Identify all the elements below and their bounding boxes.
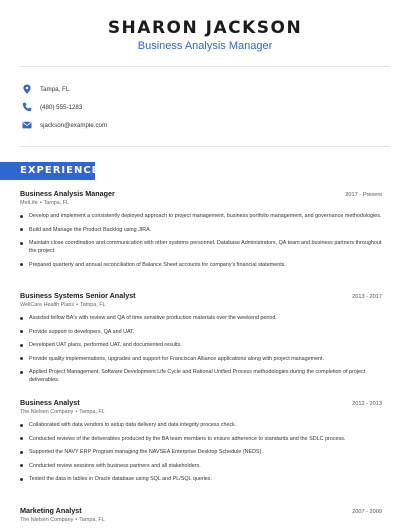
contact-location [22,82,69,96]
location-text: Tampa, FL [40,85,70,93]
list-item: Prepared quarterly and annual reconciliation of Balance Sheet accounts for company's financial statements. [20,261,382,269]
job-bullets [20,212,382,269]
company-location: Tampa, FL [79,409,105,415]
company-name: WellCare Health Plans [20,302,75,308]
experience-section-heading: EXPERIENCE [0,162,95,180]
location-pin-icon [22,84,32,94]
candidate-title: Business Analysis Manager [137,40,273,52]
list-item: Applied Project Management, Software Development Life Cycle and Rational Unified Process methodologies during the completion of project deliverables. [20,368,382,384]
job-company-line: The Nielsen Company • Tampa, FL [20,517,105,523]
email-icon [22,120,32,130]
header-divider [20,66,390,67]
job-company-line: MetLife • Tampa, FL [20,200,70,206]
job-dates: 2013 - 2017 [352,294,382,300]
job-company-line: WellCare Health Plans • Tampa, FL [20,302,106,308]
job-dates: 2012 - 2013 [352,401,382,407]
job-title: Business Analyst [20,398,80,407]
company-name: MetLife [20,200,38,206]
job-title: Business Systems Senior Analyst [20,291,136,300]
list-item: Conducted reviews of the deliverables produced by the BA team members to ensure adherence to standards and the SDLC process. [20,435,382,443]
list-item: Maintain close coordination and communication with other systems personnel, Database Administrators, QA team and business partners throughout the project. [20,239,382,255]
list-item: Provide quality implementations, upgrades and support for Franciscan Alliance applications along with project management. [20,355,382,363]
job-title: Business Analysis Manager [20,189,115,198]
job-title: Marketing Analyst [20,506,82,515]
list-item: Provide support to developers, QA and UAT. [20,328,382,336]
phone-text: (480) 555-1283 [40,103,83,111]
job-dates: 2017 - Present [345,192,382,198]
list-item: Assisted fellow BA's with review and QA of time sensitive production materials over the weekend period. [20,314,382,322]
list-item: Supported the NAVY ERP Program managing the NAVSEA Enterprise Desktop Schedule (NEDS). [20,448,382,456]
company-name: The Nielsen Company [20,517,74,523]
company-location: Tampa, FL [43,200,70,206]
list-item: Conducted review sessions with business partners and all stakeholders. [20,462,382,470]
list-item: Develop and implement a consistently deployed approach to project management, business portfolio management, and governance methodologies. [20,212,382,220]
job-entry [20,291,382,390]
email-text: sjackson@example.com [40,121,108,129]
contact-phone [22,100,82,114]
job-entry [20,506,382,523]
job-bullets [20,314,382,384]
job-entry [20,189,382,274]
list-item: Developed UAT plans, performed UAT, and documented results. [20,341,382,349]
list-item: Build and Manage the Product Backlog using JIRA. [20,226,382,234]
job-company-line: The Nielsen Company • Tampa, FL [20,409,105,415]
contact-divider [20,146,390,147]
company-location: Tampa, FL [79,517,105,523]
contact-email [22,118,107,132]
job-dates: 2007 - 2009 [352,509,382,515]
company-location: Tampa, FL [80,302,106,308]
company-name: The Nielsen Company [20,409,74,415]
candidate-name: SHARON JACKSON [107,18,303,38]
list-item: Tested the data in tables in Oracle database using SQL and PL/SQL queries. [20,475,382,483]
job-bullets [20,421,382,483]
list-item: Collaborated with data vendors to setup data delivery and data integrity process check. [20,421,382,429]
phone-icon [22,102,32,112]
job-entry [20,398,382,489]
